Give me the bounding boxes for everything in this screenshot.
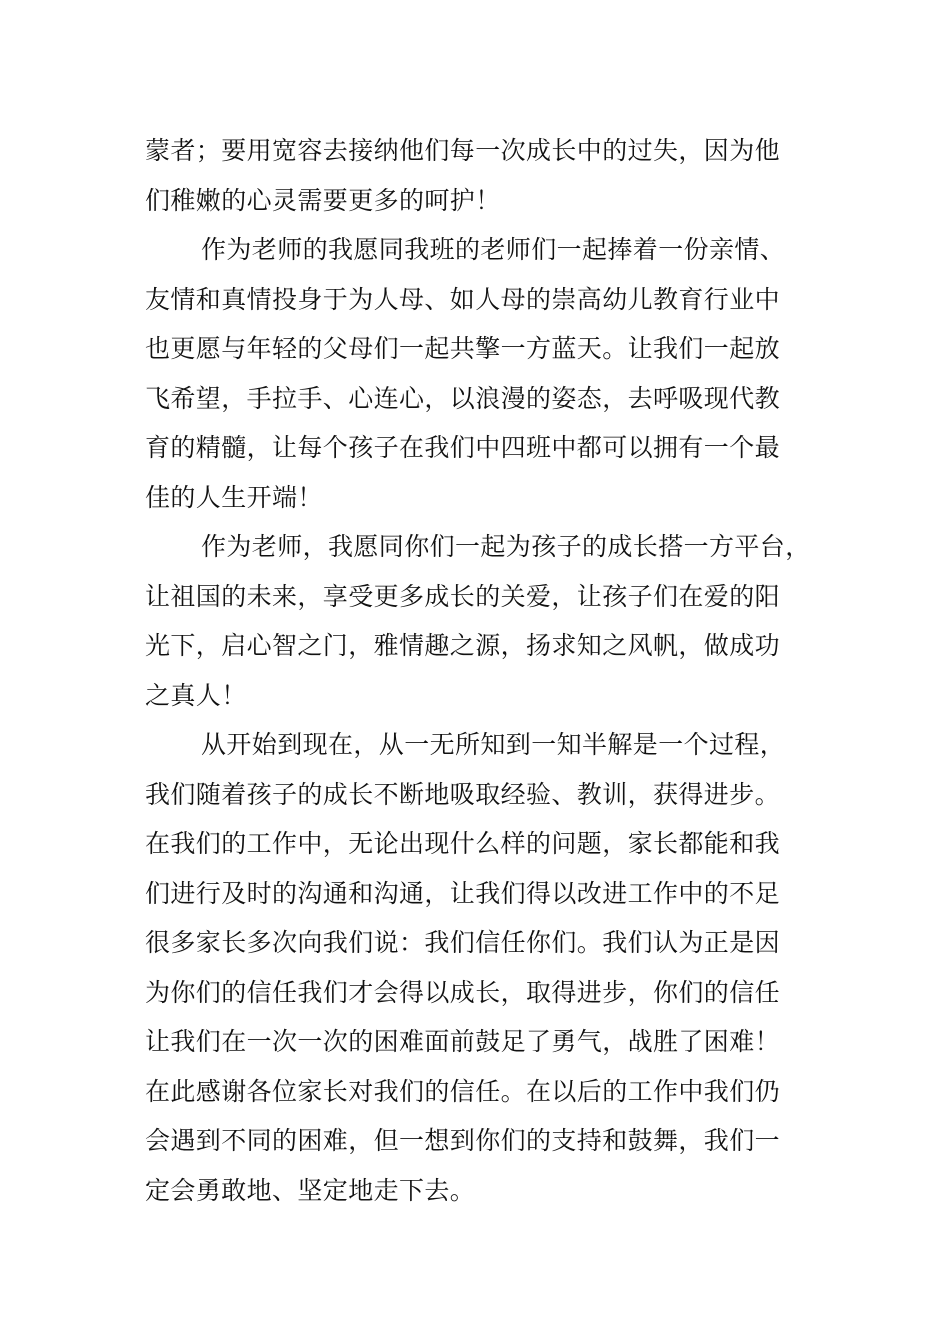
text-line: 很多家长多次向我们说：我们信任你们。我们认为正是因 xyxy=(145,928,781,957)
text-line: 育的精髓，让每个孩子在我们中四班中都可以拥有一个最 xyxy=(145,433,781,462)
text-line: 飞希望，手拉手、心连心，以浪漫的姿态，去呼吸现代教 xyxy=(145,383,781,413)
text-line: 光下，启心智之门，雅情趣之源，扬求知之风帆，做成功 xyxy=(145,631,781,660)
text-line: 友情和真情投身于为人母、如人母的崇高幼儿教育行业中 xyxy=(145,284,781,314)
text-line: 让我们在一次一次的困难面前鼓足了勇气，战胜了困难！ xyxy=(145,1027,781,1056)
text-line: 也更愿与年轻的父母们一起共擎一方蓝天。让我们一起放 xyxy=(145,334,781,363)
text-line: 在此感谢各位家长对我们的信任。在以后的工作中我们仍 xyxy=(145,1076,781,1106)
paragraph-first-line: 作为老师，我愿同你们一起为孩子的成长搭一方平台， xyxy=(201,532,811,561)
text-line: 佳的人生开端！ xyxy=(145,482,323,512)
paragraph-first-line: 作为老师的我愿同我班的老师们一起捧着一份亲情、 xyxy=(201,235,786,264)
text-line: 定会勇敢地、坚定地走下去。 xyxy=(145,1175,476,1205)
text-line: 为你们的信任我们才会得以成长，取得进步，你们的信任 xyxy=(145,977,781,1007)
text-line: 会遇到不同的困难，但一想到你们的支持和鼓舞，我们一 xyxy=(145,1126,781,1155)
text-line: 们进行及时的沟通和沟通，让我们得以改进工作中的不足 xyxy=(145,878,781,908)
paragraph-first-line: 从开始到现在，从一无所知到一知半解是一个过程， xyxy=(201,730,786,759)
text-line: 蒙者；要用宽容去接纳他们每一次成长中的过失，因为他 xyxy=(145,136,781,165)
document-body xyxy=(145,126,815,1215)
text-line: 在我们的工作中，无论出现什么样的问题，家长都能和我 xyxy=(145,829,781,858)
text-line: 让祖国的未来，享受更多成长的关爱，让孩子们在爱的阳 xyxy=(145,581,781,611)
text-line: 之真人！ xyxy=(145,680,247,710)
text-line: 我们随着孩子的成长不断地吸取经验、教训，获得进步。 xyxy=(145,779,781,809)
text-line: 们稚嫩的心灵需要更多的呵护！ xyxy=(145,185,501,215)
